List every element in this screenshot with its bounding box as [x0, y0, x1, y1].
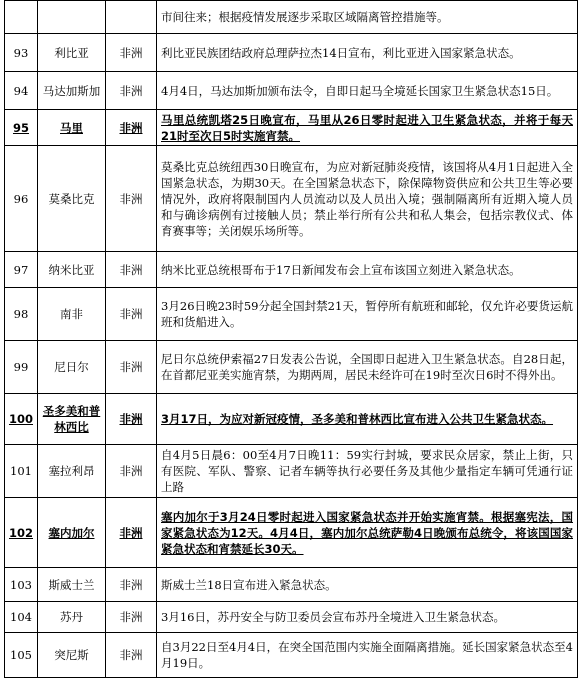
row-number: 102 [5, 498, 38, 568]
country-cell: 塞内加尔 [38, 498, 106, 568]
region-cell: 非洲 [106, 72, 157, 110]
description-cell: 4月4日，马达加斯加颁布法令，自即日起马全境延长国家卫生紧急状态15日。 [157, 72, 578, 110]
description-cell: 利比亚民族团结政府总理萨拉杰14日宣布，利比亚进入国家紧急状态。 [157, 34, 578, 72]
country-cell: 莫桑比克 [38, 146, 106, 252]
description-cell: 3月16日，苏丹安全与防卫委员会宣布苏丹全境进入卫生紧急状态。 [157, 602, 578, 633]
region-cell: 非洲 [106, 498, 157, 568]
description-cell: 3月26日晚23时59分起全国封禁21天，暂停所有航班和邮轮，仅允许必要货运航班和货船进入。 [157, 288, 578, 341]
table-row [5, 146, 578, 252]
country-cell: 苏丹 [38, 602, 106, 633]
country-cell: 斯威士兰 [38, 568, 106, 602]
description-cell: 尼日尔总统伊索福27日发表公告说，全国即日起进入卫生紧急状态。自28日起，在首都尼亚美实施宵禁，为期两周，居民未经许可在19时至次日6时不得外出。 [157, 341, 578, 394]
description-cell: 塞内加尔于3月24日零时起进入国家紧急状态并开始实施宵禁。根据塞宪法，国家紧急状态为12天。4月4日，塞内加尔总统萨勒4日晚颁布总统令，将该国国家紧急状态和宵禁延长30天。 [157, 498, 578, 568]
region-cell: 非洲 [106, 633, 157, 678]
description-cell: 自4月5日晨6：00至4月7日晚11：59实行封城，要求民众居家，禁止上街，只有医院、军队、警察、记者车辆等执行必要任务及其他少量指定车辆可凭通行证上路 [157, 445, 578, 498]
row-number: 101 [5, 445, 38, 498]
country-cell: 马里 [38, 110, 106, 146]
region-cell: 非洲 [106, 394, 157, 445]
emergency-status-table [4, 0, 578, 678]
row-number: 97 [5, 252, 38, 288]
row-number: 96 [5, 146, 38, 252]
country-cell [38, 1, 106, 34]
description-cell: 3月17日，为应对新冠疫情，圣多美和普林西比宣布进入公共卫生紧急状态。 [157, 394, 578, 445]
table-row [5, 394, 578, 445]
description-cell: 纳米比亚总统根哥布于17日新闻发布会上宣布该国立刻进入紧急状态。 [157, 252, 578, 288]
region-cell: 非洲 [106, 146, 157, 252]
table-row [5, 602, 578, 633]
row-number: 98 [5, 288, 38, 341]
region-cell: 非洲 [106, 288, 157, 341]
region-cell: 非洲 [106, 252, 157, 288]
row-number: 93 [5, 34, 38, 72]
table-row [5, 1, 578, 34]
country-cell: 突尼斯 [38, 633, 106, 678]
country-cell: 塞拉利昂 [38, 445, 106, 498]
row-number: 94 [5, 72, 38, 110]
table-row [5, 568, 578, 602]
row-number: 95 [5, 110, 38, 146]
row-number: 104 [5, 602, 38, 633]
description-cell: 斯威士兰18日宣布进入紧急状态。 [157, 568, 578, 602]
table-row [5, 252, 578, 288]
country-cell: 利比亚 [38, 34, 106, 72]
country-cell: 圣多美和普林西比 [38, 394, 106, 445]
region-cell: 非洲 [106, 341, 157, 394]
description-cell: 莫桑比克总统纽西30日晚宣布，为应对新冠肺炎疫情，该国将从4月1日起进入全国紧急状态，为期30天。在全国紧急状态下，除保障物资供应和公共卫生等必要情况外，政府将限制国内人员流动以及人员出入境；强制隔离所有近期入境人员和与确诊病例有过接触人员；禁止举行所有公共和私人集会，包括宗教仪式、体育赛事等；关闭娱乐场所等。 [157, 146, 578, 252]
table-row [5, 288, 578, 341]
country-cell: 尼日尔 [38, 341, 106, 394]
row-number: 103 [5, 568, 38, 602]
table-row [5, 445, 578, 498]
table-row [5, 110, 578, 146]
row-number [5, 1, 38, 34]
description-cell: 马里总统凯塔25日晚宣布，马里从26日零时起进入卫生紧急状态，并将于每天21时至次日5时实施宵禁。 [157, 110, 578, 146]
region-cell [106, 1, 157, 34]
region-cell: 非洲 [106, 110, 157, 146]
country-cell: 马达加斯加 [38, 72, 106, 110]
table-row [5, 34, 578, 72]
region-cell: 非洲 [106, 568, 157, 602]
row-number: 100 [5, 394, 38, 445]
description-cell: 自3月22日至4月4日，在突全国范围内实施全面隔离措施。延长国家紧急状态至4月19日。 [157, 633, 578, 678]
row-number: 105 [5, 633, 38, 678]
region-cell: 非洲 [106, 34, 157, 72]
table-row [5, 633, 578, 678]
description-cell: 市间往来；根据疫情发展逐步采取区域隔离管控措施等。 [157, 1, 578, 34]
table-row [5, 72, 578, 110]
country-cell: 南非 [38, 288, 106, 341]
country-cell: 纳米比亚 [38, 252, 106, 288]
table-row [5, 341, 578, 394]
table-row [5, 498, 578, 568]
row-number: 99 [5, 341, 38, 394]
region-cell: 非洲 [106, 445, 157, 498]
region-cell: 非洲 [106, 602, 157, 633]
